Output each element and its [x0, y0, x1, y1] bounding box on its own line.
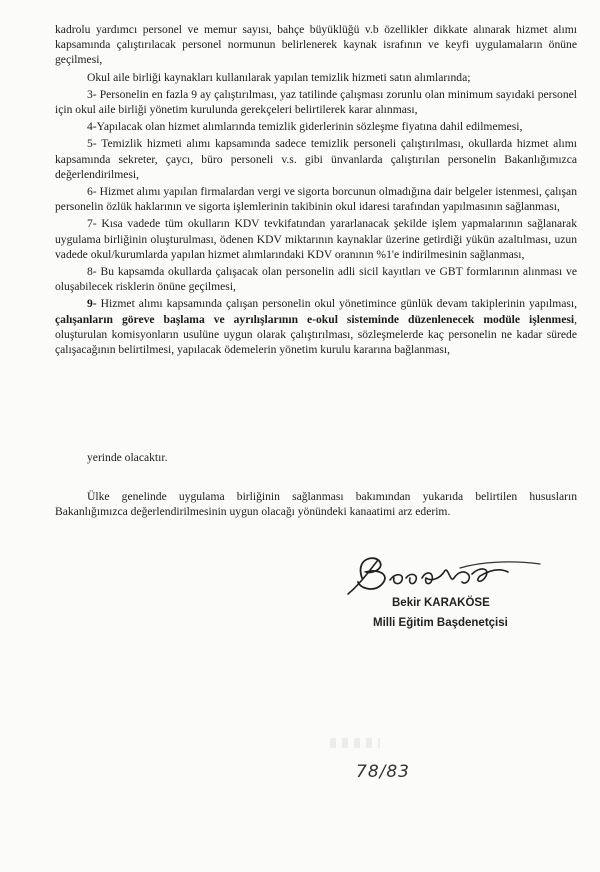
paragraph-continuation: kadrolu yardımcı personel ve memur sayısı, bahçe büyüklüğü v.b özellikler dikkate alınarak hizmet alımı kapsamında çalıştırılacak personel normunun belirlenerek kaynak israfının ve keyfi uygulamaların önüne geçilmesi,: [55, 23, 577, 67]
signatory-name: Bekir KARAKÖSE: [392, 597, 490, 609]
item-9-number: 9-: [87, 297, 97, 311]
item-9-text-end: , oluşturulan komisyonların usulüne uygun olarak çalıştırılması, sözleşmelerde kaç personelin ne kadar sürede çalışacağının belirtilmesi, yapılacak ödemelerin yönetim kurulu kararına bağlanması,: [55, 312, 577, 357]
signatory-title: Milli Eğitim Başdenetçisi: [373, 617, 508, 629]
faint-mark: [330, 738, 380, 748]
final-paragraph: Ülke genelinde uygulama birliğinin sağlanması bakımından yukarıda belirtilen hususların Bakanlığımızca değerlendirilmesinin uygun olacağı yönündeki kanaatimi arz ederim.: [55, 490, 577, 519]
item-3: 3- Personelin en fazla 9 ay çalıştırılması, yaz tatilinde çalışması zorunlu olan minimum sayıdaki personel için okul aile birliği yönetim kurulunda gerekçeleri belirtilerek karar alınması,: [55, 87, 577, 117]
item-9: [55, 296, 577, 357]
item-5: 5- Temizlik hizmeti alımı kapsamında sadece temizlik personeli çalıştırılması, okullarda hizmet alımı kapsamında sekreter, çaycı, büro personeli v.s. gibi ünvanlarda çalıştırılan personelin Bakanlığımızca değerlendirilmesi,: [55, 137, 577, 181]
item-4: 4-Yapılacak olan hizmet alımlarında temizlik giderlerinin sözleşme fiyatına dahil edilmemesi,: [87, 120, 523, 134]
handwritten-signature: [340, 548, 550, 598]
item-8: 8- Bu kapsamda okullarda çalışacak olan personelin adli sicil kayıtları ve GBT formlarının alınması ve oluşabilecek risklerin önüne geçilmesi,: [55, 265, 577, 294]
item-7: 7- Kısa vadede tüm okulların KDV tevkifatından yararlanacak şekilde işlem yapmalarının sağlanarak uygulama birliğinin oluşturulması, ödenen KDV miktarının kaynaklar üzerine getirdiği yükün azaltılması, uzun vadede okul/kurumlarda yapılan hizmet alımlarındaki KDV oranının %1'e indirilmesinin sağlanması,: [55, 217, 577, 261]
document-body: [55, 22, 577, 359]
item-9-bold-text: çalışanların göreve başlama ve ayrılışlarının e-okul sisteminde düzenlenecek modüle işlenmesi: [55, 312, 575, 326]
item-6: 6- Hizmet alımı yapılan firmalardan vergi ve sigorta borcunun olmadığına dair belgeler istenmesi, çalışan personelin özlük haklarının ve sigorta işlemlerinin takibinin okul idaresi tarafından yapılmasının sağlanması,: [55, 185, 577, 214]
page-number: 78/83: [356, 762, 410, 782]
paragraph-parent-association: Okul aile birliği kaynakları kullanılarak yapılan temizlik hizmeti satın alımlarında;: [87, 70, 471, 84]
item-9-text-start: Hizmet alımı kapsamında çalışan personelin okul yönetimince günlük devam takiplerinin yapılması,: [96, 297, 577, 311]
closing-line: yerinde olacaktır.: [87, 451, 168, 464]
